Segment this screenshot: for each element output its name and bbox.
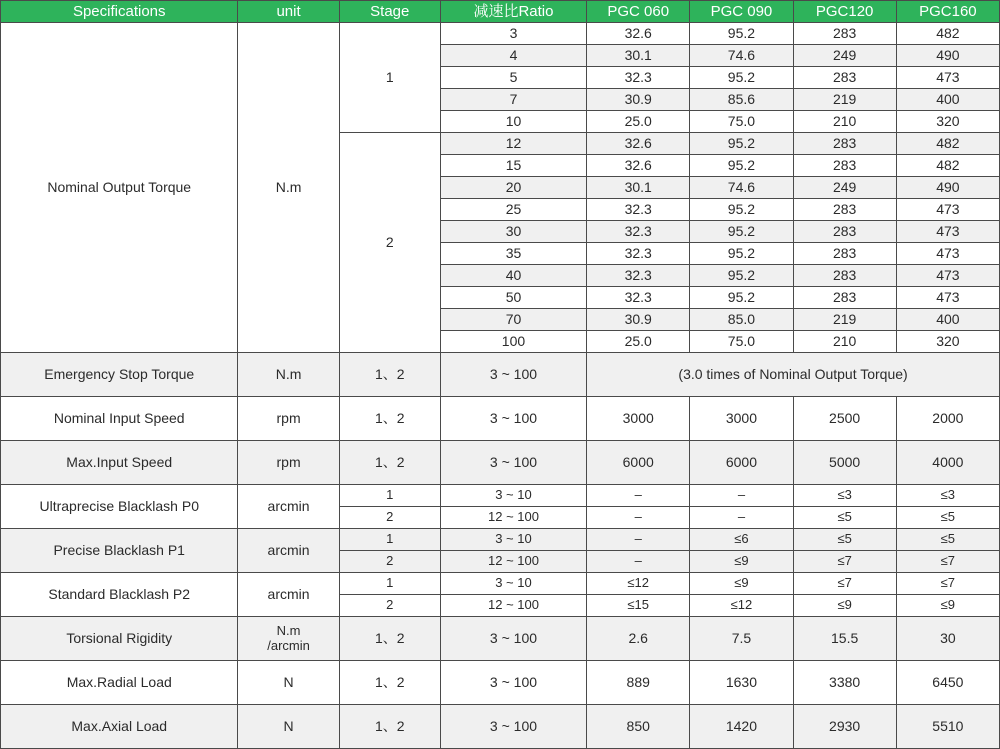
- pgc060-value: 30.9: [587, 309, 690, 331]
- pgc160-value: ≤5: [896, 529, 999, 551]
- pgc160-value: 473: [896, 67, 999, 89]
- stage-group-2: 2: [339, 133, 440, 353]
- table-row: [1, 397, 1000, 441]
- pgc160-value: 473: [896, 199, 999, 221]
- pgc120-value: 219: [793, 89, 896, 111]
- pgc120-value: 283: [793, 243, 896, 265]
- pgc060-value: 889: [587, 661, 690, 705]
- pgc120-value: 283: [793, 287, 896, 309]
- table-row: [1, 617, 1000, 661]
- row-unit-standard-blacklash-p2: arcmin: [238, 573, 339, 617]
- pgc160-value: 4000: [896, 441, 999, 485]
- unit-line-2: /arcmin: [267, 637, 310, 653]
- row-ratio-emergency-stop-torque: 3 ~ 100: [440, 353, 586, 397]
- pgc160-value: ≤7: [896, 551, 999, 573]
- pgc160-value: 400: [896, 309, 999, 331]
- table-row: [1, 705, 1000, 749]
- pgc060-value: –: [587, 507, 690, 529]
- pgc120-value: ≤7: [793, 573, 896, 595]
- pgc060-value: 32.3: [587, 243, 690, 265]
- pgc090-value: –: [690, 485, 793, 507]
- pgc090-value: 6000: [690, 441, 793, 485]
- pgc120-value: 283: [793, 23, 896, 45]
- pgc120-value: 249: [793, 45, 896, 67]
- row-stage-emergency-stop-torque: 1、2: [339, 353, 440, 397]
- pgc120-value: 283: [793, 199, 896, 221]
- header-pgc120: PGC120: [793, 1, 896, 23]
- pgc090-value: 95.2: [690, 133, 793, 155]
- row-stage-max-input-speed: 1、2: [339, 441, 440, 485]
- row-ratio-max-radial-load: 3 ~ 100: [440, 661, 586, 705]
- ratio-value: 4: [440, 45, 586, 67]
- pgc160-value: 473: [896, 287, 999, 309]
- pgc160-value: 473: [896, 243, 999, 265]
- pgc120-value: 210: [793, 111, 896, 133]
- ratio-value: 12: [440, 133, 586, 155]
- pgc060-value: 30.1: [587, 45, 690, 67]
- pgc160-value: 30: [896, 617, 999, 661]
- pgc160-value: 473: [896, 265, 999, 287]
- pgc160-value: ≤7: [896, 573, 999, 595]
- header-unit: unit: [238, 1, 339, 23]
- ratio-value: 70: [440, 309, 586, 331]
- row-unit-max-radial-load: N: [238, 661, 339, 705]
- table-row: [1, 23, 1000, 45]
- pgc090-value: 74.6: [690, 45, 793, 67]
- ratio-value: 3: [440, 23, 586, 45]
- pgc060-value: 850: [587, 705, 690, 749]
- pgc060-value: 32.6: [587, 155, 690, 177]
- row-stage-max-radial-load: 1、2: [339, 661, 440, 705]
- stage-value: 2: [339, 595, 440, 617]
- row-label-torsional-rigidity: Torsional Rigidity: [1, 617, 238, 661]
- pgc160-value: 490: [896, 45, 999, 67]
- ratio-value: 5: [440, 67, 586, 89]
- table-row: [1, 661, 1000, 705]
- pgc060-value: 32.6: [587, 133, 690, 155]
- pgc160-value: 473: [896, 221, 999, 243]
- pgc120-value: 2930: [793, 705, 896, 749]
- row-unit-max-axial-load: N: [238, 705, 339, 749]
- header-pgc160: PGC160: [896, 1, 999, 23]
- pgc160-value: ≤3: [896, 485, 999, 507]
- pgc090-value: 95.2: [690, 67, 793, 89]
- pgc090-value: 7.5: [690, 617, 793, 661]
- pgc090-value: 95.2: [690, 287, 793, 309]
- pgc120-value: ≤7: [793, 551, 896, 573]
- ratio-value: 12 ~ 100: [440, 551, 586, 573]
- row-label-max-radial-load: Max.Radial Load: [1, 661, 238, 705]
- pgc160-value: 482: [896, 155, 999, 177]
- pgc120-value: ≤5: [793, 507, 896, 529]
- row-unit-ultraprecise-blacklash-p0: arcmin: [238, 485, 339, 529]
- pgc090-value: ≤12: [690, 595, 793, 617]
- row-ratio-max-input-speed: 3 ~ 100: [440, 441, 586, 485]
- ratio-value: 50: [440, 287, 586, 309]
- pgc090-value: 1420: [690, 705, 793, 749]
- pgc060-value: 25.0: [587, 331, 690, 353]
- pgc090-value: 95.2: [690, 243, 793, 265]
- pgc120-value: 283: [793, 221, 896, 243]
- header-specifications: Specifications: [1, 1, 238, 23]
- pgc120-value: 283: [793, 67, 896, 89]
- pgc160-value: 2000: [896, 397, 999, 441]
- pgc120-value: ≤9: [793, 595, 896, 617]
- row-label-nominal-input-speed: Nominal Input Speed: [1, 397, 238, 441]
- stage-value: 1: [339, 573, 440, 595]
- pgc120-value: ≤3: [793, 485, 896, 507]
- row-label-emergency-stop-torque: Emergency Stop Torque: [1, 353, 238, 397]
- stage-value: 2: [339, 507, 440, 529]
- pgc090-value: 95.2: [690, 23, 793, 45]
- pgc090-value: 1630: [690, 661, 793, 705]
- ratio-value: 7: [440, 89, 586, 111]
- pgc160-value: 320: [896, 111, 999, 133]
- pgc090-value: ≤6: [690, 529, 793, 551]
- row-unit-emergency-stop-torque: N.m: [238, 353, 339, 397]
- pgc120-value: 219: [793, 309, 896, 331]
- ratio-value: 40: [440, 265, 586, 287]
- pgc160-value: 400: [896, 89, 999, 111]
- row-label-standard-blacklash-p2: Standard Blacklash P2: [1, 573, 238, 617]
- row-label-ultraprecise-blacklash-p0: Ultraprecise Blacklash P0: [1, 485, 238, 529]
- ratio-value: 25: [440, 199, 586, 221]
- pgc090-value: 95.2: [690, 199, 793, 221]
- row-stage-torsional-rigidity: 1、2: [339, 617, 440, 661]
- pgc090-value: 95.2: [690, 221, 793, 243]
- row-ratio-nominal-input-speed: 3 ~ 100: [440, 397, 586, 441]
- pgc090-value: –: [690, 507, 793, 529]
- pgc120-value: 283: [793, 155, 896, 177]
- pgc060-value: 32.3: [587, 221, 690, 243]
- row-unit-torsional-rigidity: [238, 617, 339, 661]
- pgc090-value: ≤9: [690, 573, 793, 595]
- ratio-value: 3 ~ 10: [440, 573, 586, 595]
- stage-value: 2: [339, 551, 440, 573]
- ratio-value: 20: [440, 177, 586, 199]
- pgc120-value: 283: [793, 265, 896, 287]
- pgc060-value: 30.1: [587, 177, 690, 199]
- table-header-row: [1, 1, 1000, 23]
- pgc120-value: 249: [793, 177, 896, 199]
- row-label-max-axial-load: Max.Axial Load: [1, 705, 238, 749]
- row-stage-nominal-input-speed: 1、2: [339, 397, 440, 441]
- ratio-value: 3 ~ 10: [440, 485, 586, 507]
- ratio-value: 10: [440, 111, 586, 133]
- pgc120-value: 283: [793, 133, 896, 155]
- pgc060-value: –: [587, 551, 690, 573]
- pgc120-value: 15.5: [793, 617, 896, 661]
- stage-group-1: 1: [339, 23, 440, 133]
- pgc060-value: 32.3: [587, 265, 690, 287]
- pgc060-value: 32.3: [587, 199, 690, 221]
- row-label-precise-blacklash-p1: Precise Blacklash P1: [1, 529, 238, 573]
- pgc160-value: 6450: [896, 661, 999, 705]
- pgc120-value: 210: [793, 331, 896, 353]
- pgc160-value: 490: [896, 177, 999, 199]
- row-ratio-max-axial-load: 3 ~ 100: [440, 705, 586, 749]
- table-row: [1, 529, 1000, 551]
- emergency-stop-torque-note: (3.0 times of Nominal Output Torque): [587, 353, 1000, 397]
- pgc060-value: ≤15: [587, 595, 690, 617]
- pgc060-value: –: [587, 529, 690, 551]
- pgc160-value: 320: [896, 331, 999, 353]
- pgc090-value: 74.6: [690, 177, 793, 199]
- pgc120-value: 3380: [793, 661, 896, 705]
- pgc060-value: 3000: [587, 397, 690, 441]
- header-pgc090: PGC 090: [690, 1, 793, 23]
- pgc090-value: 95.2: [690, 265, 793, 287]
- ratio-value: 35: [440, 243, 586, 265]
- ratio-value: 15: [440, 155, 586, 177]
- header-stage: Stage: [339, 1, 440, 23]
- pgc060-value: 2.6: [587, 617, 690, 661]
- table-row: [1, 573, 1000, 595]
- pgc120-value: 2500: [793, 397, 896, 441]
- pgc090-value: 75.0: [690, 111, 793, 133]
- stage-value: 1: [339, 529, 440, 551]
- header-ratio: 减速比Ratio: [440, 1, 586, 23]
- pgc060-value: 32.3: [587, 287, 690, 309]
- pgc060-value: –: [587, 485, 690, 507]
- table-row: [1, 353, 1000, 397]
- pgc060-value: 25.0: [587, 111, 690, 133]
- pgc090-value: 75.0: [690, 331, 793, 353]
- pgc060-value: 30.9: [587, 89, 690, 111]
- unit-line-1: N.m: [276, 622, 301, 638]
- pgc060-value: ≤12: [587, 573, 690, 595]
- pgc120-value: 5000: [793, 441, 896, 485]
- row-label-nominal-output-torque: Nominal Output Torque: [1, 23, 238, 353]
- pgc060-value: 32.3: [587, 67, 690, 89]
- pgc160-value: 482: [896, 23, 999, 45]
- pgc090-value: 3000: [690, 397, 793, 441]
- table-row: [1, 441, 1000, 485]
- row-unit-nominal-input-speed: rpm: [238, 397, 339, 441]
- pgc090-value: 85.0: [690, 309, 793, 331]
- pgc160-value: 482: [896, 133, 999, 155]
- pgc160-value: ≤9: [896, 595, 999, 617]
- pgc060-value: 6000: [587, 441, 690, 485]
- pgc090-value: 95.2: [690, 155, 793, 177]
- pgc120-value: ≤5: [793, 529, 896, 551]
- row-unit-nominal-output-torque: N.m: [238, 23, 339, 353]
- ratio-value: 30: [440, 221, 586, 243]
- header-pgc060: PGC 060: [587, 1, 690, 23]
- stage-value: 1: [339, 485, 440, 507]
- row-ratio-torsional-rigidity: 3 ~ 100: [440, 617, 586, 661]
- pgc160-value: ≤5: [896, 507, 999, 529]
- ratio-value: 12 ~ 100: [440, 595, 586, 617]
- row-stage-max-axial-load: 1、2: [339, 705, 440, 749]
- pgc090-value: ≤9: [690, 551, 793, 573]
- pgc090-value: 85.6: [690, 89, 793, 111]
- pgc160-value: 5510: [896, 705, 999, 749]
- pgc060-value: 32.6: [587, 23, 690, 45]
- ratio-value: 100: [440, 331, 586, 353]
- row-label-max-input-speed: Max.Input Speed: [1, 441, 238, 485]
- row-unit-max-input-speed: rpm: [238, 441, 339, 485]
- ratio-value: 3 ~ 10: [440, 529, 586, 551]
- table-row: [1, 485, 1000, 507]
- ratio-value: 12 ~ 100: [440, 507, 586, 529]
- row-unit-precise-blacklash-p1: arcmin: [238, 529, 339, 573]
